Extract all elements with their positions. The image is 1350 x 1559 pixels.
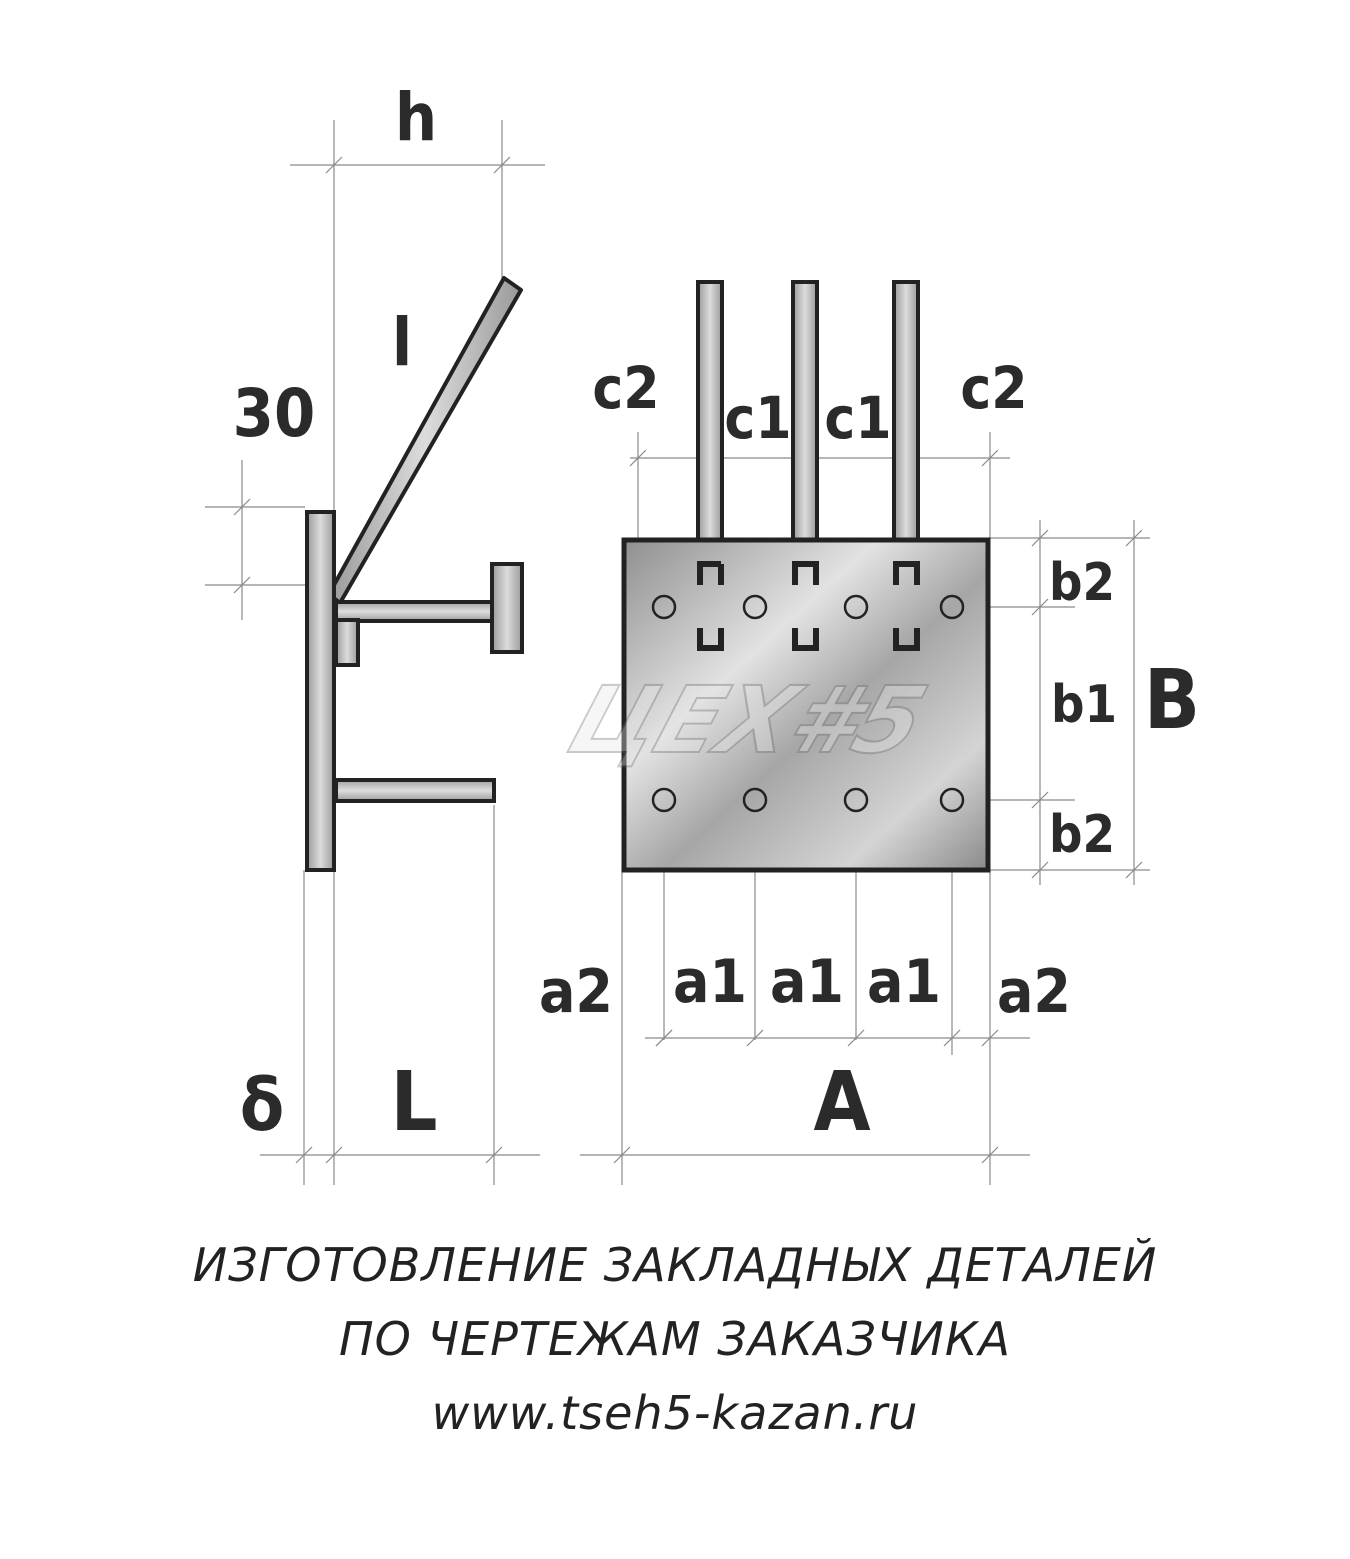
side-view [205, 79, 545, 1185]
caption-line-2: ПО ЧЕРТЕЖАМ ЗАКАЗЧИКА [339, 1312, 1011, 1366]
label-delta: δ [239, 1063, 285, 1147]
label-l: l [391, 304, 413, 381]
label-a1-third: a1 [867, 947, 941, 1017]
website-link[interactable]: www.tseh5-kazan.ru [431, 1386, 919, 1440]
label-a1-first: a1 [673, 947, 747, 1017]
label-h: h [394, 79, 438, 156]
front-view [539, 282, 1200, 1185]
label-c1-first: c1 [724, 384, 792, 452]
caption-line-1: ИЗГОТОВЛЕНИЕ ЗАКЛАДНЫХ ДЕТАЛЕЙ [192, 1238, 1158, 1292]
watermark-logo [557, 667, 939, 774]
label-c2-left: c2 [592, 354, 660, 422]
label-a2-left: a2 [539, 957, 613, 1027]
label-B: B [1143, 653, 1201, 748]
inclined-anchor-bar [329, 278, 521, 603]
label-b2-bottom: b2 [1048, 805, 1116, 865]
stiffener-plate [336, 620, 358, 665]
label-A: A [813, 1055, 871, 1150]
label-b1: b1 [1050, 675, 1118, 735]
watermark-text: ЦЕХ#5 [556, 667, 939, 775]
anchor-bar-1 [698, 282, 722, 540]
anchor-head [492, 564, 522, 652]
label-a2-right: a2 [997, 957, 1071, 1027]
anchor-bar-2 [793, 282, 817, 540]
label-L: L [390, 1055, 438, 1150]
lower-anchor-bar [336, 780, 494, 801]
anchor-bar-3 [894, 282, 918, 540]
label-a1-second: a1 [770, 947, 844, 1017]
label-c2-right: c2 [960, 354, 1028, 422]
plate-side [307, 512, 334, 870]
label-c1-second: c1 [824, 384, 892, 452]
label-30: 30 [232, 375, 316, 452]
label-b2-top: b2 [1048, 553, 1116, 613]
